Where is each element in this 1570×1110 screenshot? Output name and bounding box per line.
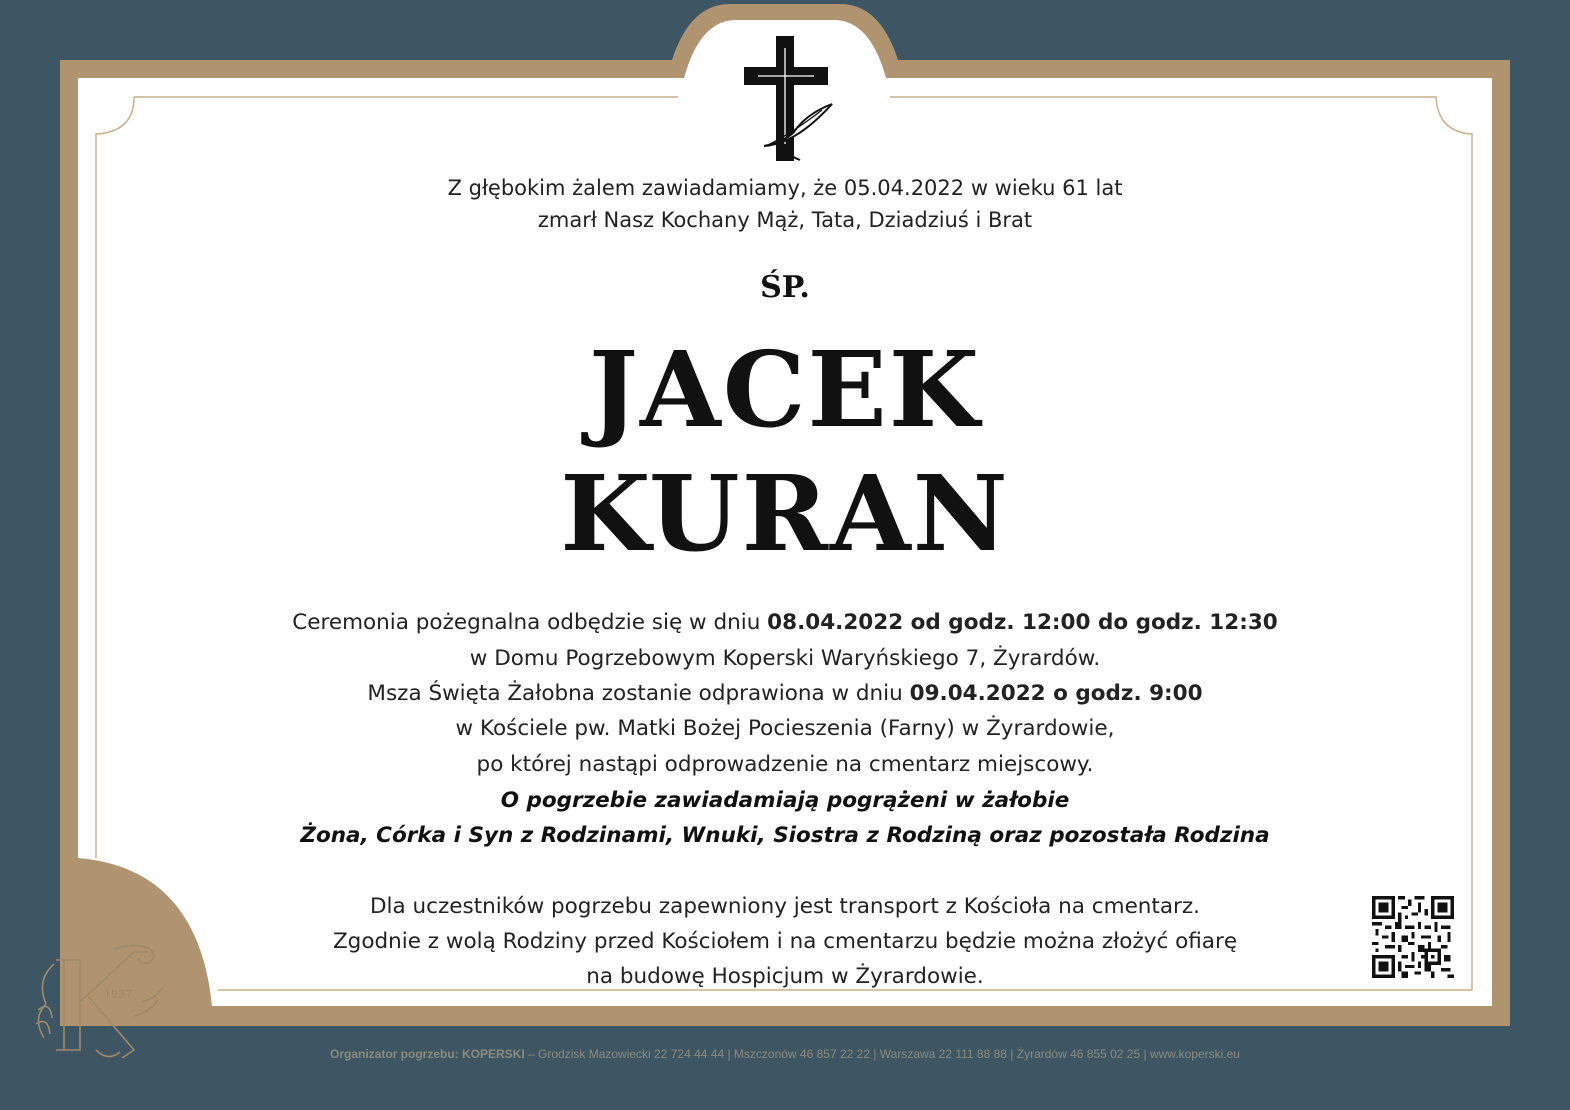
ceremony-place: w Domu Pogrzebowym Koperski Waryńskiego 7, Żyrardów. — [469, 646, 1101, 671]
transport-line: Dla uczestników pogrzebu zapewniony jest transport z Kościoła na cmentarz. — [370, 894, 1200, 919]
first-name: JACEK — [588, 328, 982, 451]
intro-line-2: zmarł Nasz Kochany Mąż, Tata, Dziadziuś i Brat — [537, 208, 1033, 232]
mourners-line-1: O pogrzebie zawiadamiają pogrążeni w żałobie — [500, 788, 1070, 813]
offering-line-1: Zgodnie z wolą Rodziny przed Kościołem i na cmentarzu będzie można złożyć ofiarę — [332, 929, 1238, 954]
ceremony-line — [0, 610, 1570, 635]
offering-line-2: na budowę Hospicjum w Żyrardowie. — [586, 964, 984, 989]
footer-contacts: – Grodzisk Mazowiecki 22 724 44 44 | Mszczonów 46 857 22 22 | Warszawa 22 111 88 88 | Żyrardów 46 855 02 25 | www.koperski.eu — [524, 1047, 1240, 1061]
last-name: KURAN — [560, 452, 1010, 575]
footer — [0, 1047, 1570, 1061]
ceremony-time: 08.04.2022 od godz. 12:00 do godz. 12:30 — [767, 610, 1278, 635]
church-line: w Kościele pw. Matki Bożej Pocieszenia (Farny) w Żyrardowie, — [455, 716, 1115, 741]
ceremony-prefix: Ceremonia pożegnalna odbędzie się w dniu — [292, 610, 768, 635]
sp-abbreviation: ŚP. — [760, 270, 810, 305]
intro-line-1: Z głębokim żalem zawiadamiamy, że 05.04.2022 w wieku 61 lat — [447, 176, 1123, 200]
mass-line — [0, 681, 1570, 706]
mass-prefix: Msza Święta Żałobna zostanie odprawiona w dniu — [367, 681, 910, 706]
after-line: po której nastąpi odprowadzenie na cmentarz miejscowy. — [476, 752, 1094, 777]
logo-year: 1937 — [104, 988, 132, 1001]
footer-organizer: Organizator pogrzebu: KOPERSKI — [330, 1047, 525, 1061]
mass-time: 09.04.2022 o godz. 9:00 — [909, 681, 1203, 706]
mourners-line-2: Żona, Córka i Syn z Rodzinami, Wnuki, Siostra z Rodziną oraz pozostała Rodzina — [300, 823, 1270, 848]
qr-code-icon[interactable] — [1372, 896, 1454, 978]
